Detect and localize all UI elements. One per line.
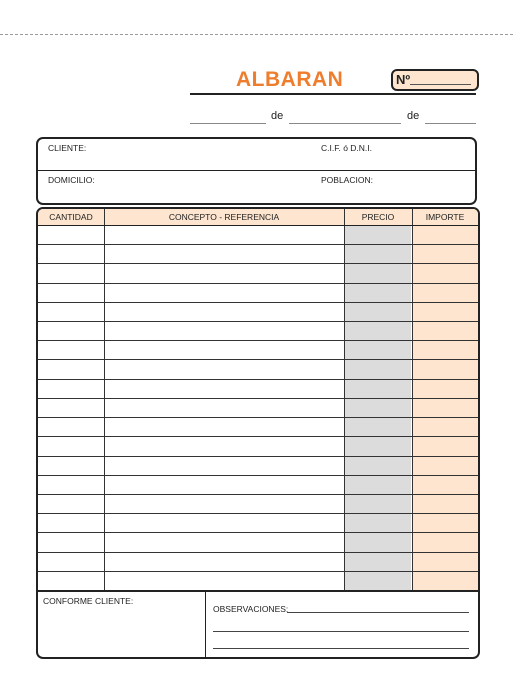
header-concepto: CONCEPTO - REFERENCIA [168, 212, 280, 222]
table-row[interactable] [38, 475, 478, 476]
date-de-1: de [271, 110, 284, 122]
header-precio: PRECIO [361, 212, 395, 222]
date-day-line[interactable] [190, 123, 266, 124]
table-row[interactable] [38, 302, 478, 303]
footer-divider [205, 590, 206, 657]
observaciones-line[interactable] [213, 648, 469, 649]
date-de-2: de [407, 110, 420, 122]
table-row[interactable] [38, 321, 478, 322]
client-box-divider [38, 170, 475, 171]
table-row[interactable] [38, 456, 478, 457]
document-title: ALBARAN [236, 68, 344, 91]
table-row[interactable] [38, 552, 478, 553]
observaciones-line[interactable] [287, 612, 469, 613]
title-rule [190, 93, 476, 95]
table-row[interactable] [38, 340, 478, 341]
table-row[interactable] [38, 398, 478, 399]
header-cantidad: CANTIDAD [49, 212, 93, 222]
table-row[interactable] [38, 436, 478, 437]
cliente-label: CLIENTE: [48, 143, 87, 153]
table-row[interactable] [38, 359, 478, 360]
observaciones-label: OBSERVACIONES: [213, 604, 289, 614]
domicilio-label: DOMICILIO: [48, 175, 95, 185]
table-row[interactable] [38, 513, 478, 514]
table-row[interactable] [38, 379, 478, 380]
table-row[interactable] [38, 283, 478, 284]
date-month-line[interactable] [289, 123, 401, 124]
number-line [410, 84, 471, 85]
cif-label: C.I.F. ó D.N.I. [321, 143, 373, 153]
number-label: Nº [396, 72, 411, 87]
client-box [36, 137, 477, 205]
table-row[interactable] [38, 263, 478, 264]
document-number-box[interactable] [391, 69, 479, 91]
poblacion-label: POBLACION: [321, 175, 373, 185]
observaciones-line[interactable] [213, 631, 469, 632]
date-year-line[interactable] [425, 123, 476, 124]
conforme-label: CONFORME CLIENTE: [43, 596, 134, 606]
footer-box [36, 590, 480, 659]
header-importe: IMPORTE [425, 212, 465, 222]
table-row[interactable] [38, 225, 478, 226]
table-row[interactable] [38, 244, 478, 245]
table-row[interactable] [38, 532, 478, 533]
table-row[interactable] [38, 494, 478, 495]
table-row[interactable] [38, 417, 478, 418]
perforation-line [0, 34, 513, 35]
table-row[interactable] [38, 571, 478, 572]
items-table [36, 207, 480, 592]
